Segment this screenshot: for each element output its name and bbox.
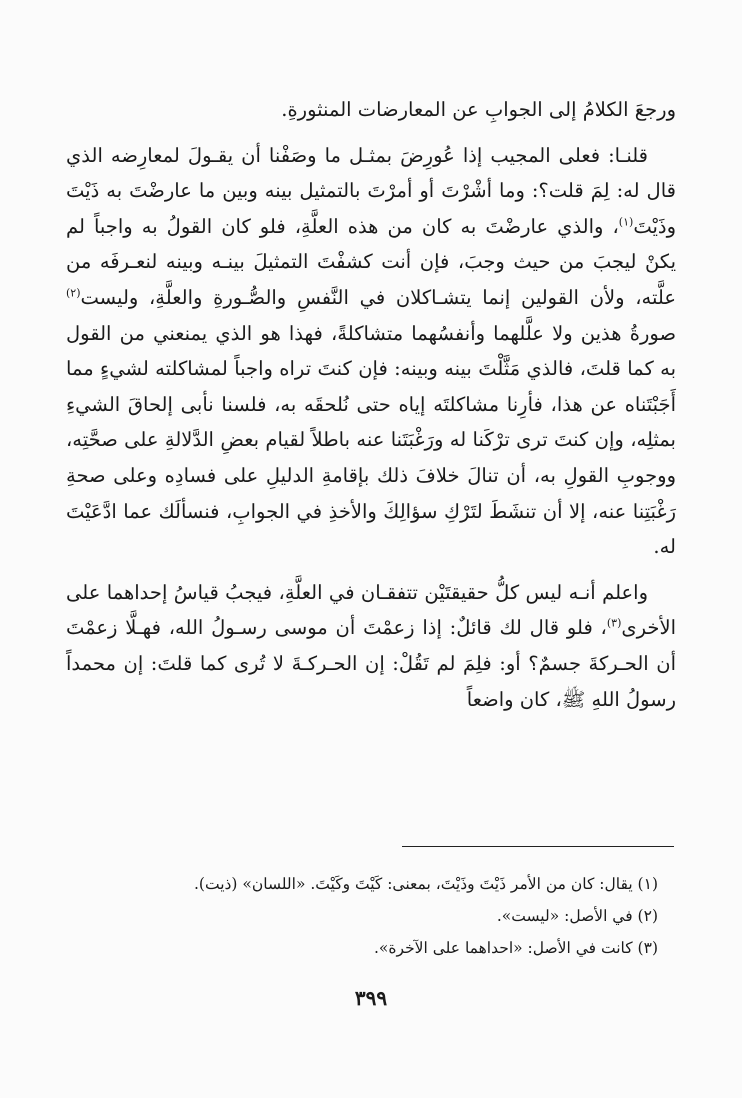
footnote-ref-2: (٢)	[66, 286, 81, 300]
paragraph-text: واعلم أنـه ليس كلُّ حقيقتَيْن تتفقـان في العلَّةِ، فيجبُ قياسُ إحداهما على الأخرى	[66, 580, 676, 640]
paragraph-1	[66, 92, 676, 128]
paragraph-text: قلنـا: فعلى المجيب إذا عُورِضَ بمثـل ما وصَفْنا أن يقـولَ لمعارِضه الذي قال له: لِمَ قلت؟: وما أشْرْتَ أو أمرْتَ بالتمثيل بينه وبين ما عارضْتَ به ذَيْتَ وذَيْتَ	[66, 143, 676, 238]
footnotes	[66, 868, 658, 964]
paragraph-text: ورجعَ الكلامُ إلى الجوابِ عن المعارضات المنثورةِ.	[281, 98, 676, 121]
paragraph-3	[66, 575, 676, 717]
paragraph-text: ، فلو قال لك قائلٌ: إذا زعمْتَ أن موسى رسـولُ الله، فهـلَّا زعمْتَ أن الحـركةَ جسمٌ؟ أو: فلِمَ لم تَقُلْ: إن الحـركـةَ لا تُرى كما قلتَ: إن محمداً رسولُ اللهِ ﷺ، كان واضعاً	[66, 616, 676, 711]
footnote-divider	[402, 846, 674, 847]
footnote-3: (٣) كانت في الأصل: «احداهما على الآخرة».	[373, 939, 658, 957]
footnote-ref-1: (١)	[618, 215, 634, 229]
paragraph-text: ، والذي عارضْتَ به كان من هذه العلَّةِ، فلو كان القولُ به واجباً لم يكنْ ليجبَ من حيث وجبَ، فإن أنت كشفْتَ التمثيلَ بينـه وبينه لنعـرفَه من علَّته، ولأن القولين إنما يتشـاكلان في النَّفسِ والصُّـورةِ والعلَّةِ، وليست	[66, 214, 676, 309]
footnote-2: (٢) في الأصل: «ليست».	[496, 907, 658, 925]
footnote-ref-3: (٣)	[606, 616, 622, 630]
paragraph-text: صورةُ هذين ولا علَّلهما وأنفسُهما متشاكلةً، فهذا هو الذي يمنعني من القول به كما قلتَ، فالذي مَثَّلْتَ بينه وبينه: فإن كنتَ تراه واجباً لمشاكلته لشيءٍ مما أَجَبْتَناه عن هذا، فأرِنا مشاكلتَه إياه حتى نُلحقَه به، فلسنا نأبى إلحاقَ الشيءِ بمثلِه، وإن كنتَ ترى ترْكَنا له ورَغْبَتَنا عنه باطلاً لقيام بعضِ الدَّلالةِ على صحَّتِه، ووجوبِ القولِ به، أن تنالَ خلافَ ذلك بإقامةِ الدليلِ على فسادِه وعلى صحةِ رَغْبَتِنا عنه، إلا أن تنشَطَ لتَرْكِ سؤالِكَ والأخذِ في الجوابِ، فنسألَك عما ادَّعَيْتَ له.	[66, 321, 676, 559]
page-number: ٣٩٩	[354, 986, 388, 1010]
paragraph-2	[66, 138, 676, 565]
main-text	[66, 92, 676, 727]
footnote-1: (١) يقال: كان من الأمر ذَيْتَ وذَيْتَ، بمعنى: كَيْتَ وكَيْتَ. «اللسان» (ذيت).	[194, 875, 658, 893]
